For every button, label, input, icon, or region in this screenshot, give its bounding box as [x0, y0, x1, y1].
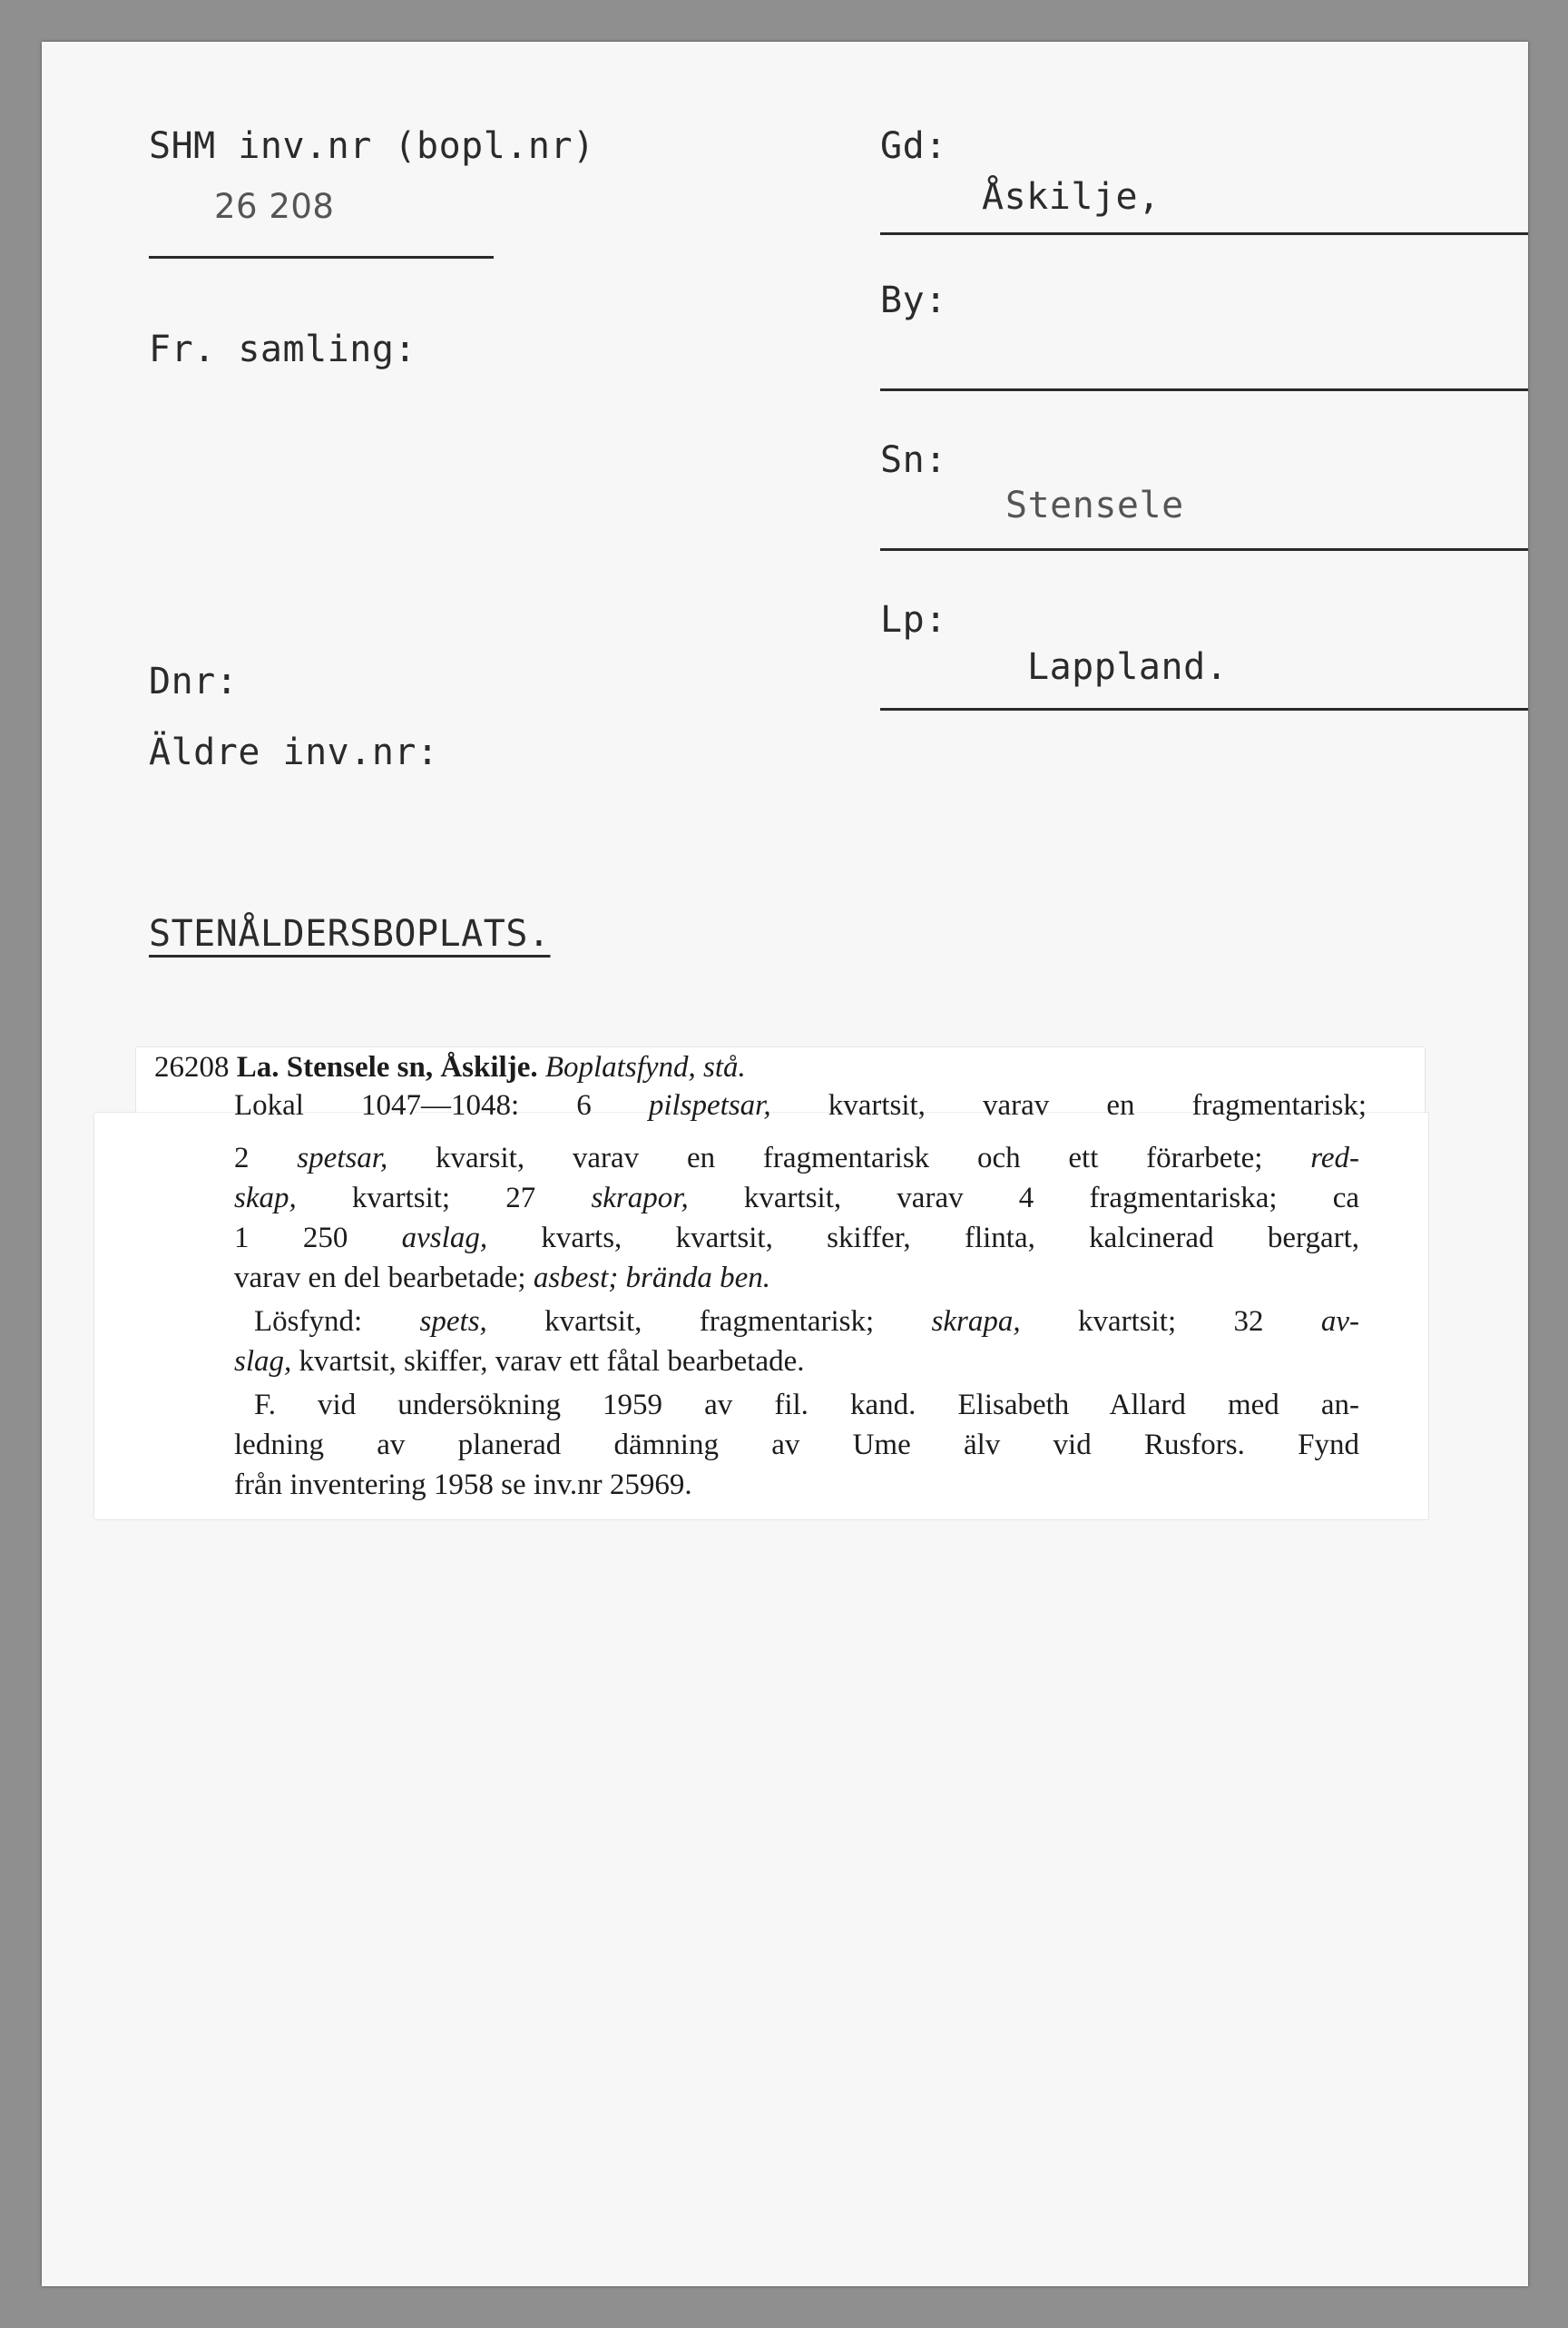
entry-line-7: Lösfynd: spets, kvartsit, fragmentarisk; skrapa, kvartsit; 32 av-	[254, 1305, 1359, 1338]
entry-line-5: 1 250 avslag, kvarts, kvartsit, skiffer, flinta, kalcinerad bergart,	[234, 1222, 1360, 1254]
gd-value: Åskilje,	[982, 176, 1161, 218]
inv-divider	[149, 256, 494, 259]
entry-line-1	[154, 1049, 746, 1085]
entry-number: 26208	[154, 1051, 230, 1084]
gd-label: Gd:	[880, 125, 947, 167]
dnr-label: Dnr:	[149, 661, 239, 702]
entry-line-9: F. vid undersökning 1959 av fil. kand. Elisabeth Allard med an-	[254, 1389, 1359, 1421]
lp-divider	[880, 708, 1528, 711]
aldre-inv-label: Äldre inv.nr:	[149, 732, 439, 773]
by-divider	[880, 388, 1528, 391]
entry-line-8: slag, kvartsit, skiffer, varav ett fåtal bearbetade.	[234, 1345, 805, 1378]
entry-line-6: varav en del bearbetade; asbest; brända ben.	[234, 1262, 771, 1294]
inv-value: 26 208	[214, 187, 335, 226]
entry-type: Boplatsfynd, stå.	[544, 1051, 746, 1084]
lp-value: Lappland.	[1027, 646, 1229, 688]
entry-line-4: skap, kvartsit; 27 skrapor, kvartsit, varav 4 fragmentariska; ca	[234, 1182, 1359, 1214]
entry-line-10: ledning av planerad dämning av Ume älv vid Rusfors. Fynd	[234, 1429, 1359, 1461]
sn-divider	[880, 548, 1528, 551]
catalog-card	[42, 42, 1528, 2286]
lp-label: Lp:	[880, 599, 947, 641]
entry-line-11: från inventering 1958 se inv.nr 25969.	[234, 1469, 692, 1501]
fr-samling-label: Fr. samling:	[149, 329, 416, 370]
sn-value: Stensele	[1005, 485, 1184, 526]
gd-divider	[880, 232, 1528, 235]
category-heading: STENÅLDERSBOPLATS.	[149, 913, 551, 955]
entry-line-3: 2 spetsar, kvarsit, varav en fragmentarisk och ett förarbete; red-	[234, 1142, 1359, 1174]
sn-label: Sn:	[880, 439, 947, 481]
entry-location: La. Stensele sn, Åskilje.	[236, 1051, 538, 1084]
inv-label: SHM inv.nr (bopl.nr)	[149, 125, 595, 167]
by-label: By:	[880, 280, 947, 321]
entry-line-2: Lokal 1047—1048: 6 pilspetsar, kvartsit, varav en fragmentarisk;	[234, 1089, 1367, 1122]
